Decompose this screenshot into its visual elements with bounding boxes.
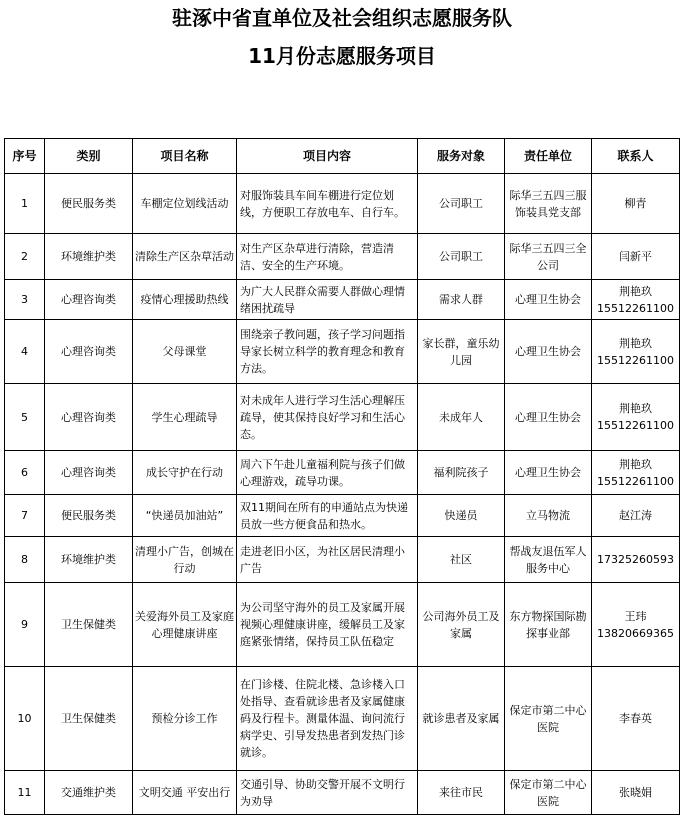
cell-project-content: 走进老旧小区，为社区居民清理小广告 xyxy=(237,537,418,583)
cell-project-name: 清理小广告，创城在行动 xyxy=(133,537,237,583)
cell-responsible-unit: 帮战友退伍军人服务中心 xyxy=(505,537,592,583)
contact-phone: 15512261100 xyxy=(597,353,674,367)
cell-contact xyxy=(592,320,680,384)
cell-project-content: 对生产区杂草进行清除，营造清洁、安全的生产环境。 xyxy=(237,234,418,280)
contact-name: 荆艳玖 xyxy=(619,457,652,471)
table-row xyxy=(5,280,680,320)
cell-contact xyxy=(592,583,680,667)
cell-category: 心理咨询类 xyxy=(45,320,133,384)
contact-name: 赵江涛 xyxy=(619,509,652,522)
cell-responsible-unit: 保定市第二中心医院 xyxy=(505,667,592,771)
contact-phone: 17325260593 xyxy=(597,553,674,566)
cell-service-target: 社区 xyxy=(418,537,505,583)
cell-service-target: 公司职工 xyxy=(418,174,505,234)
contact-phone: 15512261100 xyxy=(597,474,674,488)
cell-category: 环境维护类 xyxy=(45,234,133,280)
cell-responsible-unit: 心理卫生协会 xyxy=(505,280,592,320)
contact-name: 柳青 xyxy=(624,197,647,210)
table-header-row xyxy=(5,139,680,174)
cell-responsible-unit: 际华三五四三全公司 xyxy=(505,234,592,280)
contact-name: 李春英 xyxy=(619,712,652,725)
cell-project-content: 在门诊楼、住院北楼、急诊楼入口处指导、查看就诊患者及家属健康码及行程卡。测量体温、询问流行病学史、引导发热患者到发热门诊就诊。 xyxy=(237,667,418,771)
contact-name: 荆艳玖 xyxy=(619,284,652,298)
cell-category: 交通维护类 xyxy=(45,771,133,815)
cell-category: 心理咨询类 xyxy=(45,451,133,495)
cell-responsible-unit: 心理卫生协会 xyxy=(505,384,592,451)
contact-name: 闫新平 xyxy=(619,250,652,263)
cell-project-content: 交通引导、协助交警开展不文明行为劝导 xyxy=(237,771,418,815)
contact-name: 荆艳玖 xyxy=(619,402,652,415)
cell-service-target: 未成年人 xyxy=(418,384,505,451)
cell-no: 8 xyxy=(5,537,45,583)
cell-service-target: 来往市民 xyxy=(418,771,505,815)
cell-no: 5 xyxy=(5,384,45,451)
cell-project-name: 父母课堂 xyxy=(133,320,237,384)
cell-contact xyxy=(592,384,680,451)
cell-category: 环境维护类 xyxy=(45,537,133,583)
table-row xyxy=(5,234,680,280)
cell-contact xyxy=(592,495,680,537)
cell-category: 心理咨询类 xyxy=(45,280,133,320)
cell-project-content: 对服饰装具车间车棚进行定位划线，方便职工存放电车、自行车。 xyxy=(237,174,418,234)
contact-name: 王玮 xyxy=(624,609,647,623)
cell-category: 卫生保健类 xyxy=(45,583,133,667)
cell-project-content: 为广大人民群众需要人群做心理情绪困扰疏导 xyxy=(237,280,418,320)
cell-service-target: 公司职工 xyxy=(418,234,505,280)
cell-project-name: “快递员加油站” xyxy=(133,495,237,537)
cell-contact xyxy=(592,280,680,320)
cell-service-target: 需求人群 xyxy=(418,280,505,320)
table-row xyxy=(5,451,680,495)
cell-no: 1 xyxy=(5,174,45,234)
cell-no: 4 xyxy=(5,320,45,384)
column-header-project-content: 项目内容 xyxy=(237,139,418,174)
cell-category: 心理咨询类 xyxy=(45,384,133,451)
table-row xyxy=(5,771,680,815)
cell-category: 便民服务类 xyxy=(45,174,133,234)
column-header-service-target: 服务对象 xyxy=(418,139,505,174)
cell-responsible-unit: 心理卫生协会 xyxy=(505,320,592,384)
cell-category: 卫生保健类 xyxy=(45,667,133,771)
contact-name: 荆艳玖 xyxy=(619,336,652,350)
cell-contact xyxy=(592,537,680,583)
cell-no: 3 xyxy=(5,280,45,320)
cell-responsible-unit: 立马物流 xyxy=(505,495,592,537)
contact-phone: 15512261100 xyxy=(597,419,674,432)
table-row xyxy=(5,583,680,667)
column-header-category: 类别 xyxy=(45,139,133,174)
cell-service-target: 公司海外员工及家属 xyxy=(418,583,505,667)
cell-contact xyxy=(592,771,680,815)
cell-project-name: 疫情心理援助热线 xyxy=(133,280,237,320)
cell-contact xyxy=(592,234,680,280)
cell-project-name: 预检分诊工作 xyxy=(133,667,237,771)
volunteer-projects-table xyxy=(4,138,680,815)
cell-contact xyxy=(592,451,680,495)
cell-project-content: 周六下午赴儿童福利院与孩子们做心理游戏，疏导功课。 xyxy=(237,451,418,495)
cell-responsible-unit: 际华三五四三服饰装具党支部 xyxy=(505,174,592,234)
column-header-contact: 联系人 xyxy=(592,139,680,174)
cell-no: 2 xyxy=(5,234,45,280)
cell-project-name: 成长守护在行动 xyxy=(133,451,237,495)
cell-service-target: 就诊患者及家属 xyxy=(418,667,505,771)
cell-no: 9 xyxy=(5,583,45,667)
cell-project-content: 围绕亲子教问题，孩子学习问题指导家长树立科学的教育理念和教育方法。 xyxy=(237,320,418,384)
cell-responsible-unit: 心理卫生协会 xyxy=(505,451,592,495)
cell-project-content: 为公司坚守海外的员工及家属开展视频心理健康讲座，缓解员工及家庭紧张情绪，保持员工队伍稳定 xyxy=(237,583,418,667)
table-row xyxy=(5,320,680,384)
cell-no: 11 xyxy=(5,771,45,815)
cell-project-name: 车棚定位划线活动 xyxy=(133,174,237,234)
page-title: 驻涿中省直单位及社会组织志愿服务队 xyxy=(172,6,512,30)
page-subtitle: 11月份志愿服务项目 xyxy=(248,44,436,68)
table-row xyxy=(5,174,680,234)
table-row xyxy=(5,495,680,537)
cell-no: 6 xyxy=(5,451,45,495)
cell-no: 10 xyxy=(5,667,45,771)
cell-project-name: 学生心理疏导 xyxy=(133,384,237,451)
column-header-project-name: 项目名称 xyxy=(133,139,237,174)
cell-service-target: 家长群，童乐幼儿园 xyxy=(418,320,505,384)
cell-responsible-unit: 东方物探国际勘探事业部 xyxy=(505,583,592,667)
cell-project-name: 清除生产区杂草活动 xyxy=(133,234,237,280)
cell-project-content: 对未成年人进行学习生活心理解压疏导，使其保持良好学习和生活心态。 xyxy=(237,384,418,451)
column-header-no: 序号 xyxy=(5,139,45,174)
cell-no: 7 xyxy=(5,495,45,537)
cell-project-name: 文明交通 平安出行 xyxy=(133,771,237,815)
table-row xyxy=(5,384,680,451)
cell-contact xyxy=(592,174,680,234)
cell-category: 便民服务类 xyxy=(45,495,133,537)
contact-name: 张晓娟 xyxy=(619,786,652,799)
cell-service-target: 快递员 xyxy=(418,495,505,537)
cell-project-content: 双11期间在所有的申通站点为快递员放一些方便食品和热水。 xyxy=(237,495,418,537)
contact-phone: 13820669365 xyxy=(597,626,674,640)
cell-contact xyxy=(592,667,680,771)
cell-responsible-unit: 保定市第二中心医院 xyxy=(505,771,592,815)
cell-service-target: 福利院孩子 xyxy=(418,451,505,495)
column-header-responsible-unit: 责任单位 xyxy=(505,139,592,174)
cell-project-name: 关爱海外员工及家庭心理健康讲座 xyxy=(133,583,237,667)
table-row xyxy=(5,537,680,583)
contact-phone: 15512261100 xyxy=(597,301,674,315)
table-row xyxy=(5,667,680,771)
